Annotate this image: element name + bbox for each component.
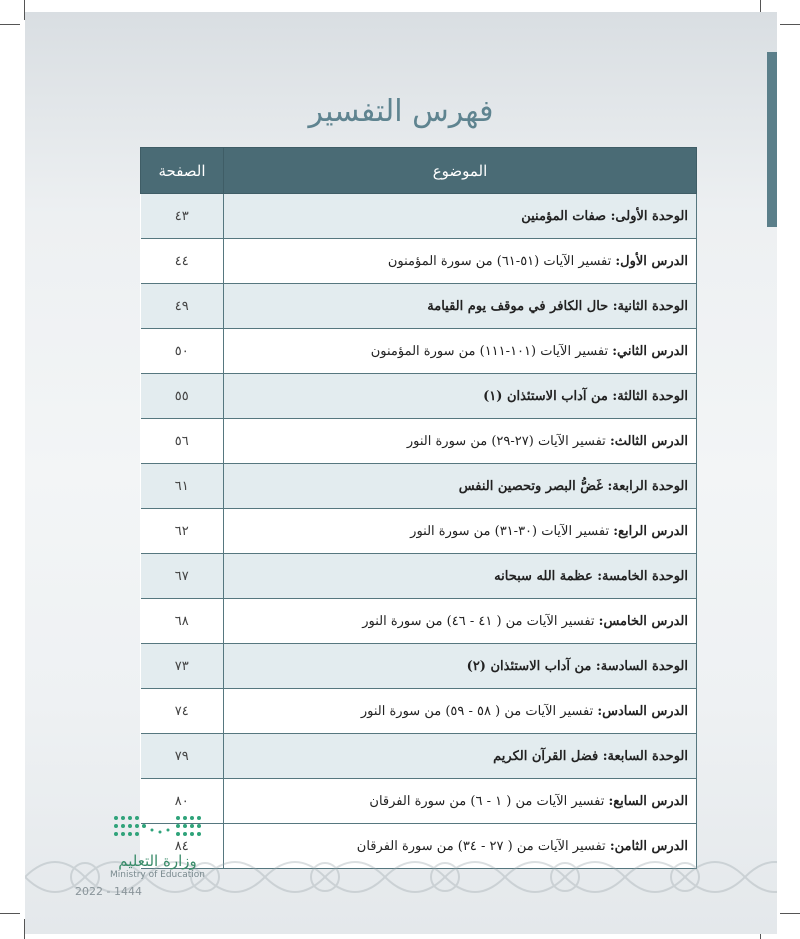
toc-topic-label: الوحدة الرابعة: (607, 478, 688, 494)
toc-topic-text: فضل القرآن الكريم (493, 748, 603, 764)
toc-topic-text: صفات المؤمنين (521, 208, 611, 224)
toc-page-number: ٦٢ (141, 509, 224, 554)
toc-topic-label: الدرس الخامس: (598, 613, 688, 629)
toc-page-number: ٨٠ (141, 779, 224, 824)
toc-topic-label: الدرس الثامن: (609, 838, 688, 854)
logo-text: وزارة التعليم (118, 852, 197, 870)
toc-topic-label: الوحدة الخامسة: (597, 568, 688, 584)
toc-topic-text: عظمة الله سبحانه (494, 568, 598, 584)
toc-page-number: ٥٥ (141, 374, 224, 419)
toc-topic-cell (224, 689, 697, 734)
toc-table (140, 147, 697, 869)
toc-topic-label: الدرس السابع: (608, 793, 688, 809)
toc-topic-cell (224, 284, 697, 329)
toc-topic-text: تفسير الآيات (٣٠-٣١) من سورة النور (410, 523, 614, 539)
toc-header-row (141, 148, 697, 194)
edition-year: 2022 - 1444 (75, 885, 142, 898)
toc-topic-cell (224, 464, 697, 509)
toc-topic-label: الدرس السادس: (597, 703, 688, 719)
crop-mark (780, 24, 800, 25)
toc-topic-cell (224, 509, 697, 554)
toc-row (141, 239, 697, 284)
page-header: الصفحة (141, 148, 224, 194)
toc-row (141, 734, 697, 779)
toc-topic-cell (224, 779, 697, 824)
toc-row (141, 329, 697, 374)
toc-page-number: ٦١ (141, 464, 224, 509)
toc-topic-label: الوحدة الثالثة: (612, 388, 688, 404)
toc-topic-text: تفسير الآيات (٢٧-٢٩) من سورة النور (406, 433, 610, 449)
toc-topic-cell (224, 239, 697, 284)
toc-topic-cell (224, 194, 697, 239)
toc-row (141, 644, 697, 689)
toc-topic-label: الدرس الثاني: (612, 343, 688, 359)
toc-topic-label: الدرس الثالث: (609, 433, 688, 449)
toc-row (141, 689, 697, 734)
toc-topic-text: تفسير الآيات من ( ٢٧ - ٣٤) من سورة الفرقان (356, 838, 610, 854)
toc-row (141, 509, 697, 554)
page-title: فهرس التفسير (308, 94, 494, 129)
toc-topic-text: تفسير الآيات من ( ١ - ٦) من سورة الفرقان (369, 793, 609, 809)
side-tab (767, 52, 777, 227)
logo-dots-icon (108, 812, 208, 846)
toc-row (141, 194, 697, 239)
toc-page-number: ٦٨ (141, 599, 224, 644)
topic-header: الموضوع (224, 148, 697, 194)
crop-mark (780, 913, 800, 914)
toc-topic-cell (224, 374, 697, 419)
toc-topic-text: من آداب الاستئذان (٢) (466, 658, 596, 674)
toc-page-number: ٤٣ (141, 194, 224, 239)
toc-topic-cell (224, 329, 697, 374)
toc-topic-cell (224, 419, 697, 464)
toc-topic-label: الوحدة السادسة: (595, 658, 688, 674)
toc-topic-label: الدرس الرابع: (613, 523, 688, 539)
crop-mark (0, 913, 20, 914)
toc-topic-label: الوحدة الثانية: (612, 298, 688, 314)
toc-topic-text: تفسير الآيات (٥١-٦١) من سورة المؤمنون (387, 253, 616, 269)
toc-page-number: ٧٩ (141, 734, 224, 779)
toc-topic-cell (224, 554, 697, 599)
toc-page-number: ٥٦ (141, 419, 224, 464)
toc-row (141, 779, 697, 824)
toc-topic-label: الوحدة السابعة: (602, 748, 688, 764)
toc-page-number: ٥٠ (141, 329, 224, 374)
toc-topic-text: غَضُّ البصر وتحصين النفس (458, 478, 608, 494)
toc-page-number: ٨٤ (141, 824, 224, 869)
crop-mark (0, 24, 20, 25)
toc-row (141, 464, 697, 509)
toc-topic-text: تفسير الآيات من ( ٤١ - ٤٦) من سورة النور (362, 613, 599, 629)
toc-topic-cell (224, 599, 697, 644)
toc-topic-cell (224, 644, 697, 689)
ministry-logo (95, 812, 220, 880)
toc-topic-text: تفسير الآيات (١٠١-١١١) من سورة المؤمنون (370, 343, 613, 359)
toc-topic-label: الوحدة الأولى: (610, 208, 688, 224)
logo-subtext: Ministry of Education (110, 870, 205, 880)
toc-body (141, 194, 697, 869)
toc-page-number: ٤٩ (141, 284, 224, 329)
toc-page-number: ٧٤ (141, 689, 224, 734)
toc-row (141, 554, 697, 599)
toc-row (141, 374, 697, 419)
toc-topic-label: الدرس الأول: (615, 253, 688, 269)
toc-topic-text: من آداب الاستئذان (١) (483, 388, 613, 404)
toc-page-number: ٧٣ (141, 644, 224, 689)
toc-topic-text: حال الكافر في موقف يوم القيامة (427, 298, 613, 314)
toc-page-number: ٤٤ (141, 239, 224, 284)
toc-row (141, 419, 697, 464)
toc-page-number: ٦٧ (141, 554, 224, 599)
book-page (25, 12, 777, 934)
toc-topic-text: تفسير الآيات من ( ٥٨ - ٥٩) من سورة النور (360, 703, 598, 719)
toc-row (141, 284, 697, 329)
toc-topic-cell (224, 734, 697, 779)
toc-row (141, 599, 697, 644)
